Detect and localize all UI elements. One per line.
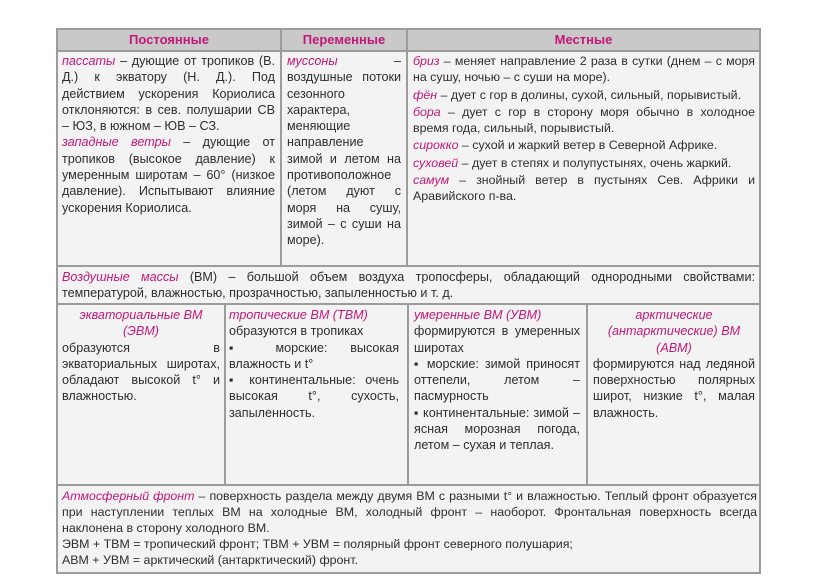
temperate-air-mass-cell: [414, 307, 580, 482]
divider-header: [58, 50, 759, 52]
trade-winds-text: пассаты – дующие от тропиков (В. Д.) к экватору (Н. Д.). Под действием ускорения Кориолиса отклоняются: в сев. полушарии СВ – ЮЗ, в южном – ЮВ – СЗ.: [62, 54, 275, 134]
divider-col-2: [406, 30, 408, 265]
westerlies-term: западные ветры: [62, 135, 171, 150]
local-wind-bora: бора – дует с гор в сторону моря обычно в холодное время года, сильный, порывистый.: [413, 104, 755, 136]
local-wind-breeze: бриз – меняет направление 2 раза в сутки (днем – с моря на сушу, ночью – с суши на море).: [413, 54, 755, 85]
variable-winds-cell: муссоны – воздушные потоки сезонного характера, меняющие направление зимой и летом на противоположное (летом дуют с моря на сушу, зимой – с суши на море).: [287, 54, 401, 248]
local-wind-sukhovey: суховей – дует в степях и полупустынях, очень жаркий.: [413, 155, 732, 170]
local-wind-foehn: фён – дует с гор в долины, сухой, сильный, порывистый.: [413, 87, 742, 102]
divider-am-3: [586, 303, 588, 484]
atmospheric-front-cell: [62, 488, 757, 572]
header-variable: Переменные: [282, 30, 406, 50]
front-formula-1: ЭВМ + ТВМ = тропический фронт; ТВМ + УВМ = полярный фронт северного полушария;: [62, 537, 573, 551]
temperate-maritime: ▪ морские: зимой приносят оттепели, летом – пасмурность: [414, 356, 580, 404]
westerlies-text: западные ветры – дующие от тропиков (высокое давление) к умеренным широтам – 60° (низкое давление). Испытывают влияние ускорения Кориолиса.: [62, 135, 275, 215]
monsoon-term: муссоны: [287, 54, 338, 68]
tropical-continental: ▪ континентальные: очень высокая t°, сухость, запыленность.: [229, 373, 400, 420]
tropical-maritime: ▪ морские: высокая влажность и t°: [229, 340, 400, 371]
arctic-title: арктические (антарктические) ВМ (АВМ): [607, 308, 741, 355]
arctic-text: формируются над ледяной поверхностью полярных широт, низкие t°, малая влажность.: [593, 356, 755, 420]
permanent-winds-cell: [62, 53, 275, 265]
temperate-text: формируются в умеренных широтах: [414, 324, 580, 355]
local-winds-cell: [413, 53, 755, 265]
tropical-title: тропические ВМ (ТВМ): [229, 308, 368, 322]
header-local: Местные: [408, 30, 759, 50]
trade-winds-term: пассаты: [62, 54, 116, 68]
equatorial-text: образуются в экваториальных широтах, обладают высокой t° и влажностью.: [62, 340, 220, 404]
arctic-air-mass-cell: [593, 307, 755, 482]
equatorial-air-mass-cell: [62, 307, 220, 482]
temperate-title: умеренные ВМ (УВМ): [414, 308, 542, 322]
header-permanent: Постоянные: [58, 30, 280, 50]
equatorial-title: экваториальные ВМ (ЭВМ): [79, 308, 203, 339]
front-term: Атмосферный фронт: [62, 489, 195, 503]
divider-col-1: [280, 30, 282, 265]
temperate-continental: ▪ континентальные: зимой – ясная морозная погода, летом – сухая и теплая.: [414, 405, 581, 453]
divider-airmass-types-bottom: [58, 484, 759, 486]
front-formula-2: АВМ + УВМ = арктический (антарктический) фронт.: [62, 553, 359, 567]
tropical-text: образуются в тропиках: [229, 324, 364, 339]
tropical-air-mass-cell: [229, 307, 399, 482]
divider-winds-bottom: [58, 265, 759, 267]
local-wind-sirocco: сирокко – сухой и жаркий ветер в Северной Африке.: [413, 138, 718, 153]
front-definition: Атмосферный фронт – поверхность раздела между двумя ВМ с разными t° и влажностью. Теплый фронт образуется при наступлении теплых ВМ на холодные ВМ, холодный фронт – наоборот. Фронтальная поверхность всегда наклонена в сторону холодного ВМ.: [62, 489, 757, 535]
divider-am-1: [224, 303, 226, 484]
divider-am-2: [407, 303, 409, 484]
winds-air-masses-table: [56, 28, 761, 574]
air-masses-definition: Воздушные массы (ВМ) – большой объем воздуха тропосферы, обладающий однородными свойствами: температурой, влажностью, прозрачностью, запыленностью и т. д.: [62, 270, 756, 301]
local-wind-simoom: самум – знойный ветер в пустынях Сев. Африки и Аравийского п-ва.: [413, 173, 755, 204]
air-masses-term: Воздушные массы: [62, 270, 179, 284]
